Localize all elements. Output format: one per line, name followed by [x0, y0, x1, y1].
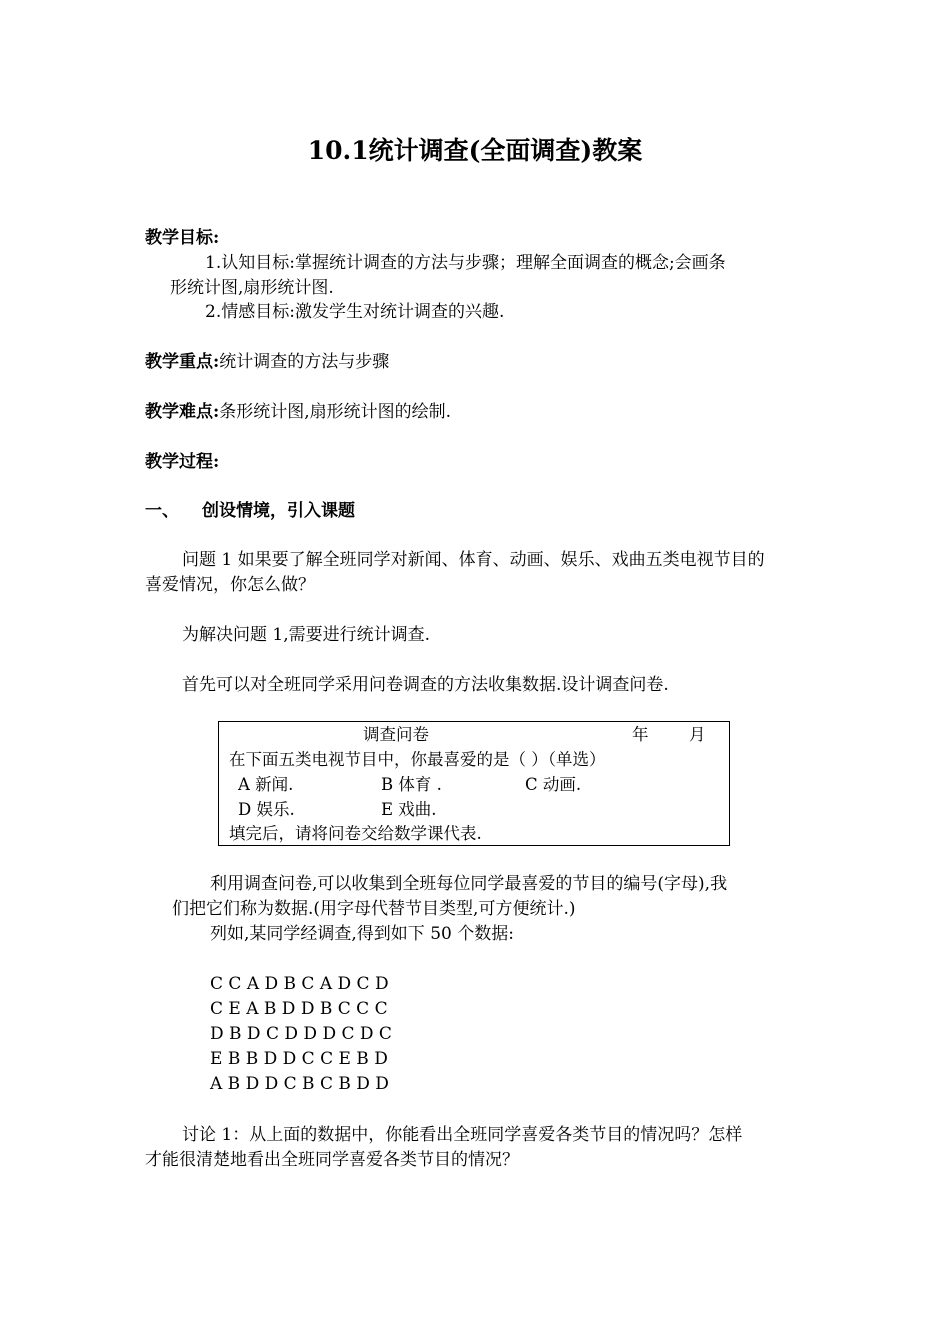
paragraph-questionnaire-method: 首先可以对全班同学采用问卷调查的方法收集数据.设计调查问卷. — [182, 675, 669, 695]
option-d: D 娱乐. — [238, 800, 295, 819]
questionnaire-question: 在下面五类电视节目中，你最喜爱的是（ ）（单选） — [229, 750, 606, 769]
objectives-heading: 教学目标: — [145, 228, 220, 248]
questionnaire-footer: 填完后，请将问卷交给数学课代表. — [229, 824, 482, 843]
data-row: D B D C D D D C D C — [210, 1024, 392, 1044]
questionnaire-year: 年 — [632, 725, 649, 744]
data-row: C C A D B C A D C D — [210, 974, 389, 994]
option-e: E 戏曲. — [381, 800, 437, 819]
data-row: C E A B D D B C C C — [210, 999, 388, 1019]
paragraph-survey-need: 为解决问题 1,需要进行统计调查. — [182, 625, 431, 645]
objective-2: 2.情感目标:激发学生对统计调查的兴趣. — [205, 302, 505, 322]
section-1-number: 一、 — [145, 501, 179, 521]
difficulty — [145, 402, 451, 422]
paragraph-example: 列如,某同学经调查,得到如下 50 个数据: — [210, 924, 514, 944]
questionnaire-month: 月 — [689, 725, 706, 744]
data-row: E B B D D C C E B D — [210, 1049, 388, 1069]
objective-1-line-1: 1.认知目标:掌握统计调查的方法与步骤；理解全面调查的概念;会画条 — [205, 253, 726, 273]
questionnaire-box — [218, 721, 730, 846]
key-point — [145, 352, 389, 372]
discussion-1-line-1: 讨论 1：从上面的数据中，你能看出全班同学喜爱各类节目的情况吗？怎样 — [182, 1125, 743, 1145]
questionnaire-title: 调查问卷 — [363, 725, 429, 744]
question-1-line-1: 问题 1 如果要了解全班同学对新闻、体育、动画、娱乐、戏曲五类电视节目的 — [182, 550, 765, 570]
key-point-text: 统计调查的方法与步骤 — [219, 352, 390, 372]
paragraph-data-line-1: 利用调查问卷,可以收集到全班每位同学最喜爱的节目的编号(字母),我 — [210, 874, 728, 894]
key-point-label: 教学重点: — [145, 352, 220, 372]
question-1-line-2: 喜爱情况，你怎么做？ — [145, 575, 315, 595]
option-a: A 新闻. — [238, 775, 294, 794]
option-b: B 体育 . — [381, 775, 442, 794]
document-title: 10.1统计调查(全面调查)教案 — [307, 136, 643, 165]
objective-1-line-2: 形统计图,扇形统计图. — [170, 278, 334, 298]
discussion-1-line-2: 才能很清楚地看出全班同学喜爱各类节目的情况？ — [145, 1150, 519, 1170]
paragraph-data-line-2: 们把它们称为数据.(用字母代替节目类型,可方便统计.) — [172, 899, 576, 919]
difficulty-text: 条形统计图,扇形统计图的绘制. — [219, 402, 452, 422]
difficulty-label: 教学难点: — [145, 402, 220, 422]
process-heading: 教学过程: — [145, 452, 220, 472]
data-row: A B D D C B C B D D — [210, 1074, 389, 1094]
option-c: C 动画. — [525, 775, 582, 794]
section-1-title: 创设情境，引入课题 — [202, 501, 355, 521]
